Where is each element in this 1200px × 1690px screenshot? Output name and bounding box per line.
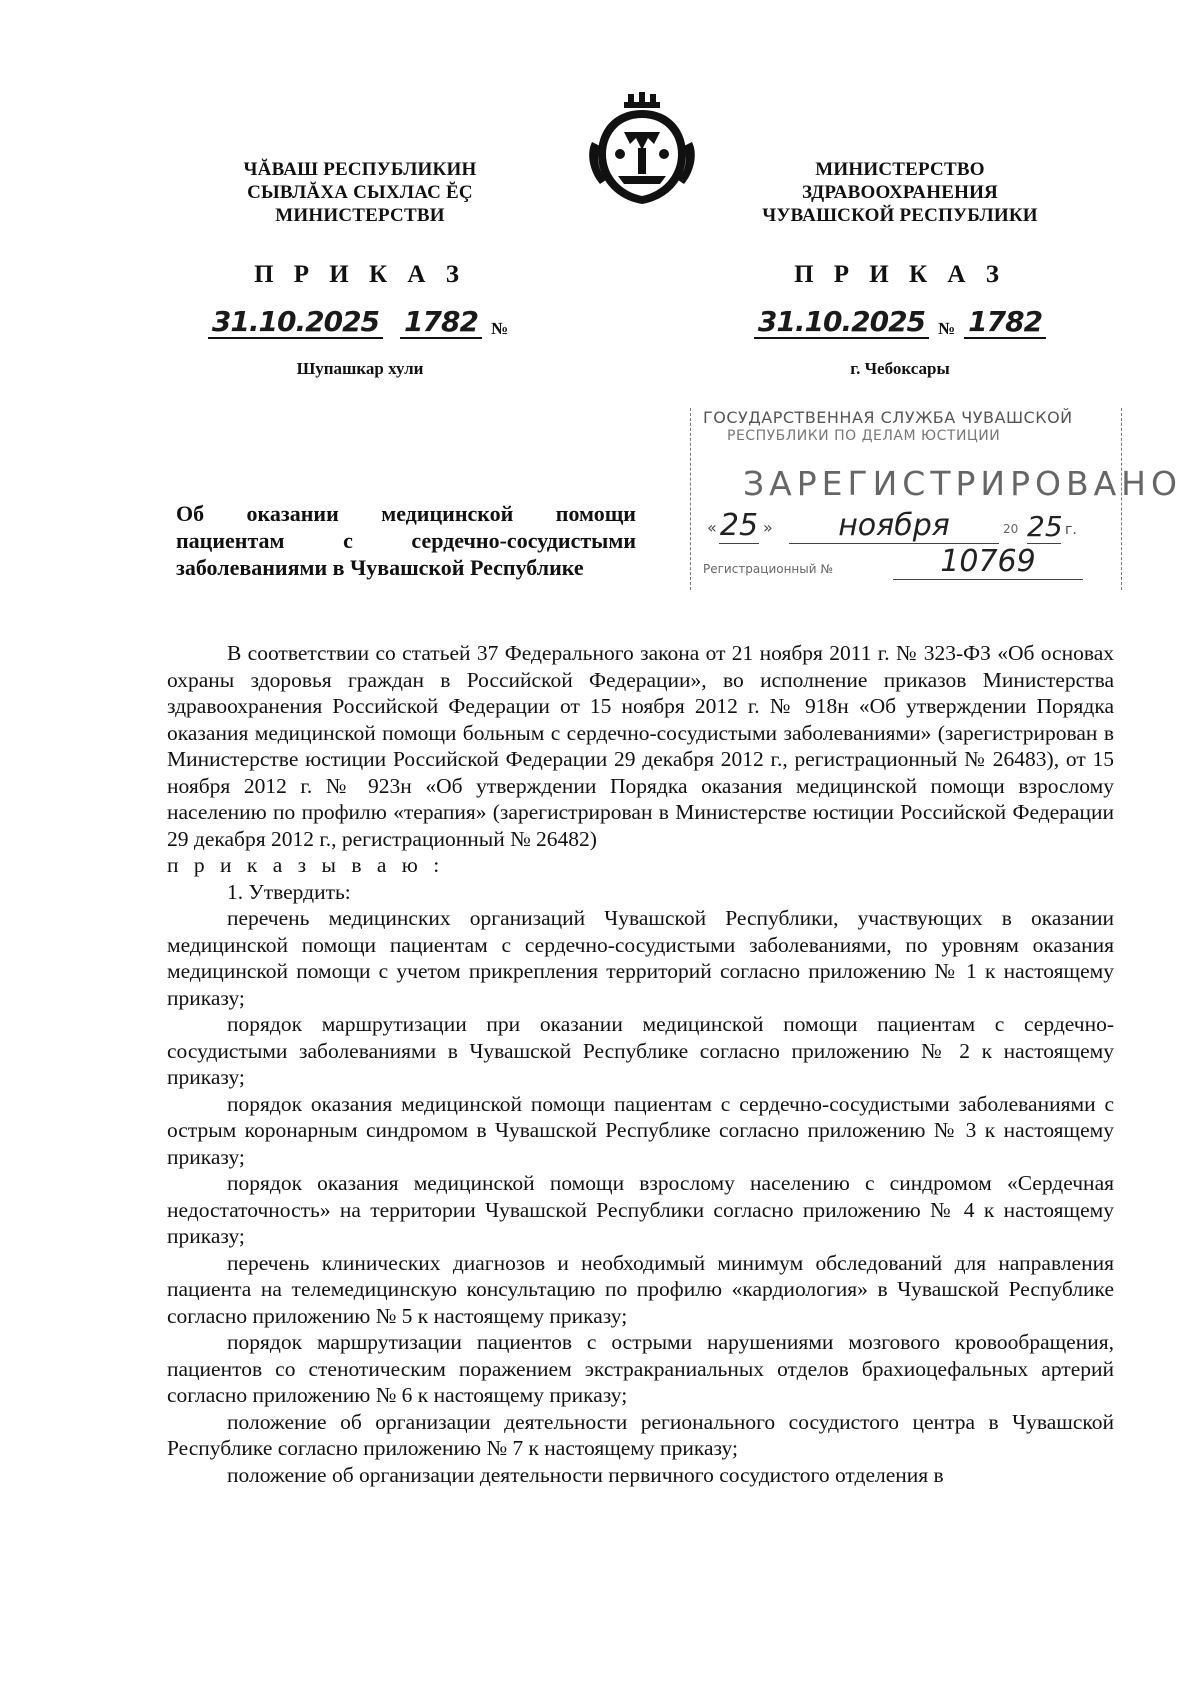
list-item: перечень медицинских организаций Чувашской Республики, участвующих в оказании медицинской помощи пациентам с сердечно-сосудистыми заболеваниями, по уровням оказания медицинской помощи с учетом прикрепления территорий согласно приложению № 1 к настоящему приказу; bbox=[167, 906, 1114, 1010]
order-number-right: 1782 bbox=[964, 307, 1046, 339]
org-line: ЧУВАШСКОЙ РЕСПУБЛИКИ bbox=[762, 205, 1038, 226]
preamble-paragraph: В соответствии со статьей 37 Федерального закона от 21 ноября 2011 г. № 323-ФЗ «Об основах охраны здоровья граждан в Российской Федерации», во исполнение приказов Министерства здравоохранения Российской Федерации от 15 ноября 2012 г. № 918н «Об утверждении Порядка оказания медицинской помощи больным с сердечно-сосудистыми заболеваниями» (зарегистрирован в Министерстве юстиции Российской Федерации 29 декабря 2012 г., регистрационный № 26483), от 15 ноября 2012 г. № 923н «Об утверждении Порядка оказания медицинской помощи взрослому населению по профилю «терапия» (зарегистрирован в Министерстве юстиции Российской Федерации 29 декабря 2012 г., регистрационный № 26482) bbox=[167, 641, 1114, 851]
date-number-left bbox=[180, 307, 540, 343]
list-item: порядок оказания медицинской помощи пациентам с сердечно-сосудистыми заболеваниями с острым коронарным синдромом в Чувашской Республике согласно приложению № 3 к настоящему приказу; bbox=[167, 1091, 1114, 1169]
stamp-year-suffix: 25 bbox=[1027, 510, 1063, 543]
coat-of-arms-icon bbox=[584, 92, 700, 208]
list-item: порядок маршрутизации пациентов с острыми нарушениями мозгового кровообращения, пациентов со стенотическим поражением экстракраниальных отделов брахиоцефальных артерий согласно приложению № 6 к настоящему приказу; bbox=[167, 1330, 1114, 1407]
number-sign-right: № bbox=[938, 319, 956, 338]
stamp-reg-label: Регистрационный № bbox=[703, 562, 833, 576]
list-item: порядок оказания медицинской помощи взрослому населению с синдромом «Сердечная недостаточность» на территории Чувашской Республики согласно приложению № 4 к настоящему приказу; bbox=[167, 1171, 1114, 1248]
item-1: 1. Утвердить: bbox=[227, 879, 351, 904]
registration-stamp bbox=[690, 408, 1182, 590]
list-item: положение об организации деятельности регионального сосудистого центра в Чувашской Республике согласно приложению № 7 к настоящему приказу; bbox=[167, 1409, 1114, 1460]
header-left bbox=[180, 158, 540, 379]
list-item: положение об организации деятельности первичного сосудистого отделения в bbox=[227, 1462, 944, 1487]
quote-close: » bbox=[763, 518, 773, 537]
org-name-russian bbox=[720, 158, 1080, 227]
org-name-chuvash bbox=[180, 158, 540, 227]
stamp-line-2: РЕСПУБЛИКИ ПО ДЕЛАМ ЮСТИЦИИ bbox=[727, 428, 1001, 444]
list-item: порядок маршрутизации при оказании медицинской помощи пациентам с сердечно-сосудистыми заболеваниями в Чувашской Республике согласно приложению № 2 к настоящему приказу; bbox=[167, 1012, 1114, 1089]
city-right: г. Чебоксары bbox=[850, 359, 950, 378]
order-date-right: 31.10.2025 bbox=[754, 307, 929, 339]
header-right bbox=[720, 158, 1080, 379]
org-line: ЗДРАВООХРАНЕНИЯ bbox=[802, 182, 998, 203]
order-title-right: П Р И К А З bbox=[794, 261, 1006, 288]
order-body bbox=[167, 640, 1114, 1488]
org-line: ЧĂВАШ РЕСПУБЛИКИН bbox=[243, 159, 477, 180]
org-line: МИНИСТЕРСТВИ bbox=[275, 205, 445, 226]
number-sign-left: № bbox=[490, 319, 509, 338]
city-left: Шупашкар хули bbox=[296, 359, 424, 378]
stamp-year-prefix: 20 bbox=[1003, 522, 1019, 536]
org-line: МИНИСТЕРСТВО bbox=[815, 159, 985, 180]
stamp-reg-value: 10769 bbox=[893, 544, 1083, 580]
date-number-right bbox=[720, 307, 1080, 343]
order-title-left: П Р И К А З bbox=[254, 261, 466, 288]
quote-open: « bbox=[707, 518, 717, 537]
stamp-reg-number bbox=[703, 544, 1123, 588]
order-subject: Об оказании медицинской помощи пациентам с сердечно-сосудистыми заболеваниями в Чувашской Республике bbox=[176, 501, 636, 580]
stamp-year-letter: г. bbox=[1065, 522, 1077, 538]
order-date-left: 31.10.2025 bbox=[208, 307, 383, 339]
order-number-left: 1782 bbox=[400, 307, 482, 339]
order-verb: п р и к а з ы в а ю : bbox=[167, 853, 445, 877]
stamp-month: ноября bbox=[789, 508, 999, 544]
stamp-day: 25 bbox=[719, 508, 759, 543]
stamp-registered: ЗАРЕГИСТРИРОВАНО bbox=[743, 464, 1182, 503]
list-item: перечень клинических диагнозов и необходимый минимум обследований для направления пациента на телемедицинскую консультацию по профилю «кардиология» в Чувашской Республике согласно приложению № 5 к настоящему приказу; bbox=[167, 1250, 1114, 1328]
org-line: СЫВЛĂХА СЫХЛАС ĔÇ bbox=[247, 182, 473, 203]
stamp-line-1: ГОСУДАРСТВЕННАЯ СЛУЖБА ЧУВАШСКОЙ bbox=[703, 408, 1073, 427]
